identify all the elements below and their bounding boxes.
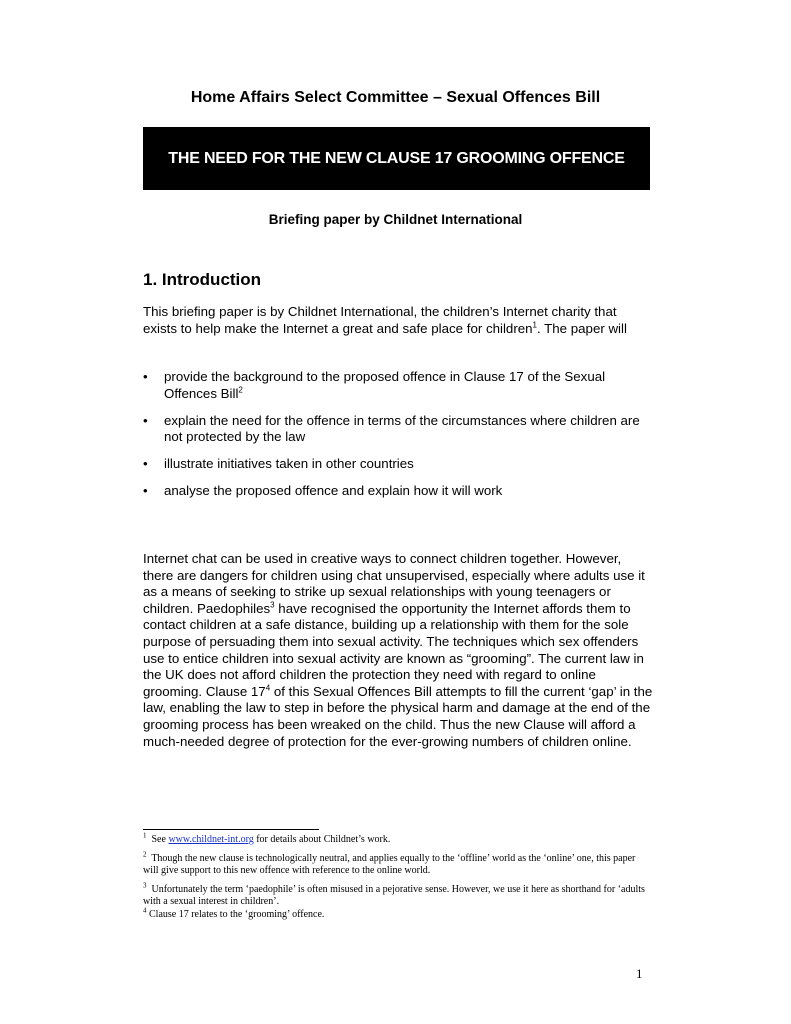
briefing-subtitle: Briefing paper by Childnet International [268,212,523,227]
footnote-divider [143,829,319,830]
footnote-number: 1 [143,831,147,840]
bullet-icon: • [143,456,148,472]
footnote-ref-2: 2 [238,385,243,395]
footnote-ref-1: 1 [532,320,537,330]
footnote-ref-3: 3 [270,600,275,610]
bullet-text: explain the need for the offence in terms of the circumstances where children are not protected by the law [164,412,640,445]
bullet-text: illustrate initiatives taken in other countries [164,456,414,472]
footnote-number: 2 [143,850,147,859]
bullet-item [143,413,653,446]
footnote-text: See [151,834,169,845]
bullet-icon: • [143,483,148,499]
page-number: 1 [636,966,643,981]
footnote-1 [143,831,653,847]
footnote-ref-4: 4 [265,683,271,693]
childnet-link[interactable]: www.childnet-int.org [168,834,254,845]
bullet-text: provide the background to the proposed offence in Clause 17 of the Sexual Offences Bill [164,369,606,401]
intro-paragraph [143,304,653,337]
bullet-text: analyse the proposed offence and explain how it will work [164,483,503,499]
footnote-text: Clause 17 relates to the ‘grooming’ offence. [149,908,325,920]
intro-text-a: This briefing paper is by Childnet International, the children’s Internet charity that exists to help make the Internet a great and safe place for children [143,304,617,336]
footnote-number: 4 [143,906,147,915]
body-paragraph [143,551,653,750]
title-banner [143,127,650,190]
footnote-text: for details about Childnet’s work. [253,834,391,845]
intro-text-b: . The paper will [537,320,627,336]
section-heading: 1. Introduction [143,270,262,289]
bullet-item [143,456,653,473]
footnote-text: Unfortunately the term ‘paedophile’ is often misused in a pejorative sense. However, we use it here as shorthand for ‘adults with a sexual interest in children’. [143,883,645,907]
footnotes [143,831,653,927]
footnote-2 [143,850,653,878]
committee-title: Home Affairs Select Committee – Sexual Offences Bill [190,89,601,106]
body-text-1: Internet chat can be used in creative ways to connect children together. However, there are dangers for children using chat unsupervised, especially where adults use it as a means of seeking to strike up sexual relationships with young teenagers or children. Paedophiles [143,551,645,616]
body-text-3: of this Sexual Offences Bill attempts to fill the current ‘gap’ in the law, enabling the law to step in before the physical harm and damage at the end of the grooming process has been wreaked on the child. Thus the new Clause will afford a much-needed degree of protection for the ever-growing numbers of children online. [143,683,653,749]
bullet-icon: • [143,369,148,384]
footnote-4 [143,906,653,922]
footnote-3 [143,881,653,909]
footnote-number: 3 [143,881,147,890]
bullet-item [143,483,653,500]
bullet-icon: • [143,412,148,428]
bullet-item [143,369,653,402]
banner-title: THE NEED FOR THE NEW CLAUSE 17 GROOMING OFFENCE [168,149,625,167]
footnote-text: Though the new clause is technologically neutral, and applies equally to the ‘offline’ world as the ‘online’ one, this paper will give support to this new offence with reference to the online world. [143,852,636,876]
body-text-2: have recognised the opportunity the Internet affords them to contact children at a safe distance, building up a relationship with them for the sole purpose of persuading them into sexual activity. The techniques which sex offenders use to entice children into sexual activity are known as “grooming”. The current law in the UK does not afford children the protection they need with regard to online grooming. Clause 17 [143,600,644,699]
bullet-list [143,369,653,511]
